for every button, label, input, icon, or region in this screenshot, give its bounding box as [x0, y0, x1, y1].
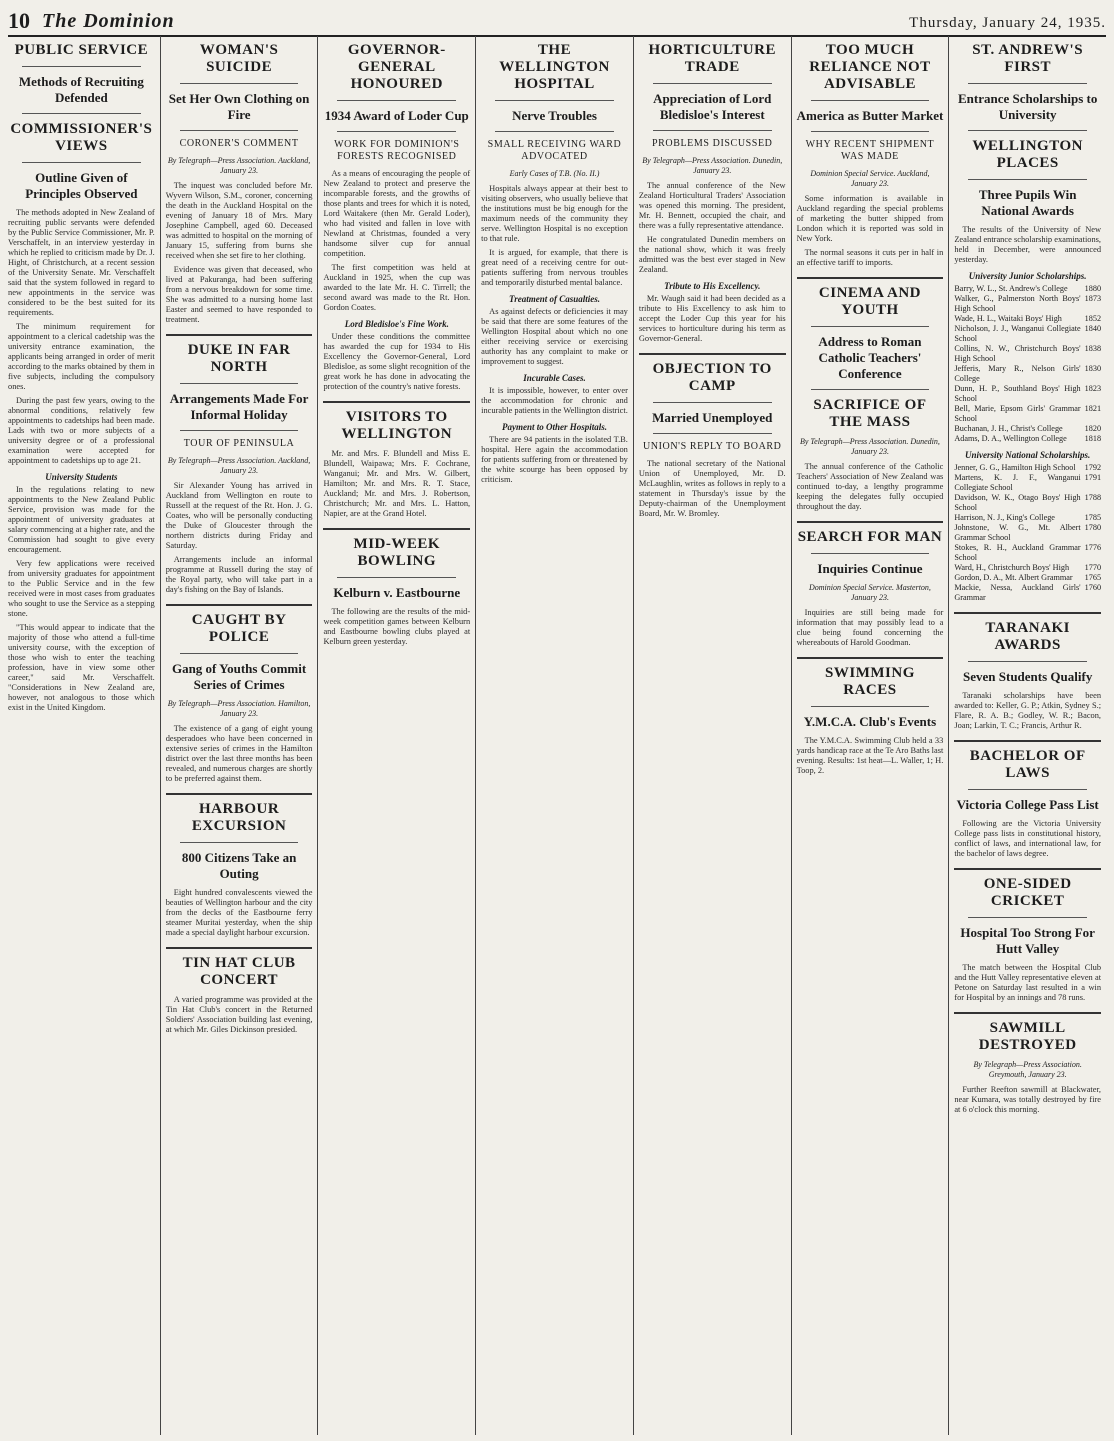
headline: DUKE IN FAR NORTH	[187, 342, 291, 375]
article	[954, 620, 1101, 731]
headline: THE WELLINGTON HOSPITAL	[499, 42, 610, 92]
heading-rule	[811, 706, 930, 707]
headline: TIN HAT CLUB CONCERT	[182, 955, 296, 988]
results-row	[954, 324, 1101, 344]
headline: WORK FOR DOMINION'S FORESTS RECOGNISED	[334, 139, 460, 162]
result-marks: 1823	[1084, 384, 1102, 393]
article-paragraph: The minimum requirement for appointment to a clerical cadetship was the university entrance examination, the applicants being arranged in order of merit according to the marks obtained by them in five subjects, including the compulsory ones.	[8, 322, 155, 391]
heading-rule	[811, 326, 930, 327]
headline: Three Pupils Win National Awards	[978, 187, 1077, 218]
result-marks: 1780	[1084, 523, 1102, 532]
heading-rule	[495, 100, 614, 101]
article-divider	[639, 353, 786, 355]
result-marks: 1760	[1084, 583, 1102, 592]
article-paragraph: Some information is available in Auckland regarding the special problems of marketing the butter shipped from London which it is reported was sold in New York.	[796, 194, 944, 243]
article-divider	[323, 401, 470, 403]
headline: Inquiries Continue	[817, 561, 923, 576]
byline: By Telegraph—Press Association. Auckland, January 23.	[167, 156, 311, 175]
article-body	[481, 184, 628, 288]
headline: TOO MUCH RELIANCE NOT ADVISABLE	[809, 42, 931, 92]
heading-rule	[337, 577, 456, 578]
results-row	[954, 364, 1101, 384]
article-divider	[954, 740, 1101, 742]
article	[323, 409, 470, 519]
results-row	[954, 573, 1101, 583]
article-body	[166, 481, 313, 595]
article-divider	[166, 793, 313, 795]
result-marks: 1838	[1084, 344, 1102, 353]
headline: SEARCH FOR MAN	[797, 529, 943, 545]
article-body	[8, 208, 155, 466]
headline: CINEMA AND YOUTH	[818, 285, 921, 318]
article-paragraph: It is argued, for example, that there is great need of a receiving centre for out-patients suffering from nervous troubles and temporarily disturbed mental balance.	[481, 248, 628, 287]
issue-date: Thursday, January 24, 1935.	[909, 15, 1106, 31]
heading-rule	[811, 100, 930, 101]
headline: 800 Citizens Take an Outing	[181, 850, 297, 881]
heading-rule	[337, 100, 456, 101]
result-name: Bell, Marie, Epsom Girls' Grammar School	[954, 404, 1081, 423]
result-marks: 1840	[1084, 324, 1102, 333]
column-c4	[475, 36, 633, 1435]
subheading: Payment to Other Hospitals.	[502, 422, 608, 432]
article	[797, 529, 944, 648]
article-body	[323, 607, 470, 647]
result-marks: 1873	[1084, 294, 1102, 303]
heading-rule	[811, 131, 930, 132]
headline: WOMAN'S SUICIDE	[199, 42, 279, 75]
article	[954, 1020, 1101, 1115]
headline: WELLINGTON PLACES	[972, 138, 1083, 171]
headline: BACHELOR OF LAWS	[969, 748, 1086, 781]
heading-rule	[968, 789, 1087, 790]
article	[323, 536, 470, 647]
result-name: Davidson, W. K., Otago Boys' High School	[954, 493, 1081, 512]
headline: TOUR OF PENINSULA	[183, 438, 295, 449]
heading-rule	[968, 83, 1087, 84]
headline: Victoria College Pass List	[956, 797, 1099, 812]
article-paragraph: The existence of a gang of eight young desperadoes who have been concerned in extensive series of crimes in the Hamilton district over the last three months has been revealed, and numerous charges are shortly to be preferred against them.	[165, 724, 313, 783]
article-paragraph: Under these conditions the committee has awarded the cup for 1934 to His Excellency the Governor-General, Lord Bledisloe, as some slight recognition of the great work he has done in advocating the protection of the country's native forests.	[323, 332, 471, 391]
heading-rule	[968, 130, 1087, 131]
heading-rule	[180, 430, 299, 431]
result-name: Mackie, Nessa, Auckland Girls' Grammar	[954, 583, 1081, 602]
heading-rule	[22, 162, 141, 163]
headline: Arrangements Made For Informal Holiday	[169, 391, 309, 422]
article-paragraph: The following are the results of the mid-week competition games between Kelburn and Eastbourne bowling clubs played at Kelburn green yesterday.	[323, 607, 471, 646]
headline: OBJECTION TO CAMP	[652, 361, 772, 394]
results-row	[954, 543, 1101, 563]
article-paragraph: During the past few years, owing to the abnormal conditions, relatively few appointments to cadetships had been made. Lads with two or more subjects of a university degree or of a professional examination were accepted for appointment to cadetships up to age 21.	[8, 396, 155, 465]
article-paragraph: Mr. Waugh said it had been decided as a tribute to His Excellency to ask him to accept the Loder Cup this year for his services to horticulture during his term as Governor-General.	[638, 294, 786, 343]
heading-rule	[653, 83, 772, 84]
article-paragraph: Taranaki scholarships have been awarded to: Keller, G. P.; Atkin, Sydney S.; Flare, R. A. B.; Godley, W. R.; Bacon, Joan; Larkin, T. C.; Francis, Arthur R.	[954, 691, 1102, 730]
article-paragraph: Further Reefton sawmill at Blackwater, near Kumara, was totally destroyed by fire at 6 o'clock this morning.	[954, 1085, 1102, 1114]
heading-rule	[180, 653, 299, 654]
subheading: University National Scholarships.	[965, 450, 1091, 460]
article	[166, 612, 313, 784]
headline: Married Unemployed	[652, 410, 773, 425]
result-marks: 1765	[1084, 573, 1102, 582]
article-divider	[797, 277, 944, 279]
article-paragraph: Eight hundred convalescents viewed the beauties of Wellington harbour and the city from the decks of the Eastbourne ferry steamer Muritai yesterday, when the ship made a special daylight harbour excursion.	[165, 888, 313, 937]
results-list	[954, 284, 1101, 444]
subheading: Incurable Cases.	[523, 373, 586, 383]
article-body	[481, 386, 628, 416]
article-body	[639, 459, 786, 519]
headline: Nerve Troubles	[512, 108, 597, 123]
headline: 1934 Award of Loder Cup	[324, 108, 469, 123]
article-body	[954, 691, 1101, 731]
article	[797, 665, 944, 776]
headline: SACRIFICE OF THE MASS	[813, 397, 927, 430]
heading-rule	[968, 661, 1087, 662]
article	[954, 876, 1101, 1003]
article-paragraph: As against defects or deficiencies it may be said that there are some features of the Wellington Hospital about which no one either receiving service or exercising authority has any complaint to make or improvement to suggest.	[481, 307, 628, 366]
headline: WHY RECENT SHIPMENT WAS MADE	[805, 139, 935, 162]
article-paragraph: Inquiries are still being made for information that may possibly lead to a clue being found concerning the whereabouts of Harold Goodman.	[796, 608, 944, 647]
result-name: Gordon, D. A., Mt. Albert Grammar	[954, 573, 1073, 582]
headline: CORONER'S COMMENT	[179, 138, 299, 149]
article-body	[954, 1085, 1101, 1115]
result-name: Wade, H. L., Waitaki Boys' High	[954, 314, 1062, 323]
article-body	[481, 307, 628, 367]
article-paragraph: As a means of encouraging the people of New Zealand to protect and preserve the incomparable forests, and the growths of those plants and trees for which it is noted, Lord Waitakere (then Mr. Gerald Loder), who had visited and fallen in love with Newland at Christmas, founded a very handsome silver cup for annual competition.	[323, 169, 471, 258]
headline: Entrance Scholarships to University	[957, 91, 1098, 122]
article	[166, 955, 313, 1035]
results-row	[954, 513, 1101, 523]
headline: Kelburn v. Eastbourne	[333, 585, 461, 600]
result-marks: 1830	[1084, 364, 1102, 373]
result-marks: 1785	[1084, 513, 1102, 522]
byline: By Telegraph—Press Association. Auckland, January 23.	[167, 456, 311, 475]
article-body	[481, 435, 628, 485]
headline: ONE-SIDED CRICKET	[983, 876, 1072, 909]
byline: Early Cases of T.B. (No. II.)	[509, 169, 600, 178]
heading-rule	[22, 66, 141, 67]
byline: Dominion Special Service. Auckland, January 23.	[810, 169, 930, 188]
headline: Set Her Own Clothing on Fire	[168, 91, 310, 122]
article-paragraph: "This would appear to indicate that the majority of those who attend a full-time university course, with the exception of those who wish to enter the teaching profession, have in view some other career," said Mr. Verschaffelt. "Considerations in New Zealand are, however, not analogous to those which exist in the United Kingdom.	[8, 623, 155, 712]
result-name: Harrison, N. J., King's College	[954, 513, 1055, 522]
results-row	[954, 493, 1101, 513]
heading-rule	[22, 113, 141, 114]
result-marks: 1880	[1084, 284, 1102, 293]
article-paragraph: Evidence was given that deceased, who lived at Pakuranga, had been suffering from a nervous breakdown for some time. She was admitted to a nursing home last Easter and seemed to have responded to treatment.	[165, 265, 313, 324]
result-name: Adams, D. A., Wellington College	[954, 434, 1067, 443]
article-paragraph: The annual conference of the New Zealand Horticultural Traders' Association was opened this morning. The president, Mr. H. Bennett, occupied the chair, and there was a fully representative attendance.	[638, 181, 786, 230]
columns	[8, 36, 1106, 1435]
heading-rule	[495, 131, 614, 132]
headline: GOVERNOR-GENERAL HONOURED	[347, 42, 446, 92]
subheading: Tribute to His Excellency.	[664, 281, 761, 291]
result-marks: 1791	[1084, 473, 1102, 482]
byline: By Telegraph—Press Association. Hamilton, January 23.	[167, 699, 311, 718]
article-divider	[954, 1012, 1101, 1014]
result-name: Stokes, R. H., Auckland Grammar School	[954, 543, 1081, 562]
article-divider	[166, 604, 313, 606]
result-name: Nicholson, J. J., Wanganui Collegiate School	[954, 324, 1081, 343]
headline: Outline Given of Principles Observed	[25, 170, 138, 201]
headline: America as Butter Market	[796, 108, 944, 123]
byline: Dominion Special Service. Masterton, January 23.	[808, 583, 931, 602]
result-name: Dunn, H. P., Southland Boys' High School	[954, 384, 1081, 403]
column-c1	[8, 36, 160, 1435]
byline: By Telegraph—Press Association. Greymouth, January 23.	[973, 1060, 1082, 1079]
article-paragraph: Sir Alexander Young has arrived in Auckland from Wellington en route to Russell at the request of the Rt. Hon. J. G. Coates, who will be personally conducting the Duke of Gloucester through the northern districts during Friday and Saturday.	[165, 481, 313, 550]
headline: Appreciation of Lord Bledisloe's Interest	[653, 91, 772, 122]
article-body	[166, 888, 313, 938]
results-row	[954, 404, 1101, 424]
column-c5	[633, 36, 791, 1435]
results-row	[954, 463, 1101, 473]
article-body	[323, 169, 470, 313]
column-c6	[791, 36, 949, 1435]
article	[166, 801, 313, 938]
headline: TARANAKI AWARDS	[985, 620, 1070, 653]
result-marks: 1821	[1084, 404, 1102, 413]
article-paragraph: The national secretary of the National Union of Unemployed, Mr. D. McLaughlin, writes as follows in reply to a statement in Thursday's issue by the Deputy-chairman of the Unemployment Board, Mr. W. Bromley.	[638, 459, 786, 518]
article-paragraph: The methods adopted in New Zealand of recruiting public servants were defended by the Public Service Commissioner, Mr. P. Verschaffelt, in an interview yesterday in which he replied to criticism made by Dr. J. Hight, of Christchurch, at a recent session of the University Senate. Mr. Verschaffelt said that the system followed in regard to new appointments in the service was considered to be the best suited for its requirements.	[8, 208, 155, 317]
article-paragraph: The annual conference of the Catholic Teachers' Association of New Zealand was continued to-day, a lengthy programme keeping the delegates fully occupied throughout the day.	[796, 462, 944, 511]
article	[797, 42, 944, 268]
heading-rule	[968, 179, 1087, 180]
article	[323, 42, 470, 392]
headline: SWIMMING RACES	[825, 665, 915, 698]
headline: ST. ANDREW'S FIRST	[972, 42, 1084, 75]
results-row	[954, 473, 1101, 493]
results-row	[954, 434, 1101, 444]
article-paragraph: Hospitals always appear at their best to visiting observers, who usually believe that the institutions must be big enough for the maximum needs of the community they serve. Wellington Hospital is no exception to that rule.	[481, 184, 628, 243]
results-row	[954, 384, 1101, 404]
results-row	[954, 314, 1101, 324]
article-paragraph: Following are the Victoria University College pass lists in constitutional history, conflict of laws, and international law, for the bachelor of laws degree.	[954, 819, 1102, 858]
results-list	[954, 463, 1101, 603]
result-name: Jenner, G. G., Hamilton High School	[954, 463, 1076, 472]
article-divider	[797, 521, 944, 523]
byline: By Telegraph—Press Association. Dunedin, January 23.	[642, 156, 783, 175]
result-name: Johnstone, W. G., Mt. Albert Grammar School	[954, 523, 1081, 542]
article-paragraph: The inquest was concluded before Mr. Wyvern Wilson, S.M., coroner, concerning the death in the Auckland Hospital on the evening of January 18 of Mrs. Mary Josephine Campbell, aged 60. Deceased was admitted to hospital on the morning of January 15, suffering from burns she received when she set fire to her clothing.	[165, 181, 313, 260]
result-name: Ward, H., Christchurch Boys' High	[954, 563, 1070, 572]
byline: By Telegraph—Press Association. Dunedin, January 23.	[799, 437, 940, 456]
column-c7	[948, 36, 1106, 1435]
headline: HARBOUR EXCURSION	[191, 801, 287, 834]
article-body	[8, 485, 155, 713]
headline: Y.M.C.A. Club's Events	[803, 714, 937, 729]
article-divider	[954, 612, 1101, 614]
heading-rule	[811, 553, 930, 554]
subheading: Lord Bledisloe's Fine Work.	[344, 319, 449, 329]
article	[8, 42, 155, 713]
article-body	[797, 462, 944, 512]
headline: Address to Roman Catholic Teachers' Conference	[818, 334, 922, 381]
results-row	[954, 424, 1101, 434]
results-row	[954, 294, 1101, 314]
article	[954, 748, 1101, 859]
article-body	[166, 995, 313, 1035]
article-body	[323, 332, 470, 392]
results-row	[954, 583, 1101, 603]
result-name: Buchanan, J. H., Christ's College	[954, 424, 1063, 433]
result-marks: 1820	[1084, 424, 1102, 433]
headline: Methods of Recruiting Defended	[18, 74, 144, 105]
result-name: Walker, G., Palmerston North Boys' High School	[954, 294, 1081, 313]
subheading: University Students	[45, 472, 118, 482]
heading-rule	[337, 131, 456, 132]
article-paragraph: The normal seasons it cuts per in half in an effective tariff to imports.	[796, 248, 944, 267]
result-marks: 1776	[1084, 543, 1102, 552]
article-paragraph: In the regulations relating to new appointments to the New Zealand Public Service, provision was made for the appointment of university graduates at salary commencing at a higher rate, and the Commission had sought to give every encouragement.	[8, 485, 155, 554]
result-marks: 1770	[1084, 563, 1102, 572]
results-row	[954, 523, 1101, 543]
headline: PROBLEMS DISCUSSED	[651, 138, 773, 149]
result-marks: 1792	[1084, 463, 1102, 472]
headline: HORTICULTURE TRADE	[648, 42, 776, 75]
headline: Hospital Too Strong For Hutt Valley	[960, 925, 1095, 956]
article-paragraph: He congratulated Dunedin members on the national show, which it was freely admitted was the best ever staged in New Zealand.	[638, 235, 786, 274]
headline: MID-WEEK BOWLING	[353, 536, 441, 569]
article	[639, 361, 786, 519]
results-row	[954, 284, 1101, 294]
article-paragraph: Mr. and Mrs. F. Blundell and Miss E. Blundell, Waipawa; Mrs. F. Cochrane, Wanganui; Mr. and Mrs. W. Gilbert, Hamilton; Mr. and Mrs. R. T. Stace, Auckland; Mr. and Mrs. J. Robertson, Christchurch; Mr. and Mrs. L. Hatton, Napier, are at the Grand Hotel.	[323, 449, 471, 518]
article-body	[797, 736, 944, 776]
article-paragraph: The match between the Hospital Club and the Hutt Valley representative eleven at Petone on Saturday last resulted in a win for Hospital by an innings and 78 runs.	[954, 963, 1102, 1002]
article	[481, 42, 628, 485]
heading-rule	[968, 917, 1087, 918]
article-paragraph: A varied programme was provided at the Tin Hat Club's concert in the Returned Soldiers' Association building last evening, at which Mr. Giles Dickinson presided.	[165, 995, 313, 1034]
subheading: University Junior Scholarships.	[968, 271, 1087, 281]
results-row	[954, 563, 1101, 573]
heading-rule	[653, 130, 772, 131]
headline: COMMISSIONER'S VIEWS	[10, 121, 153, 154]
article-body	[639, 181, 786, 275]
headline: SAWMILL DESTROYED	[978, 1020, 1077, 1053]
heading-rule	[180, 383, 299, 384]
article-body	[639, 294, 786, 344]
result-name: Barry, W. L., St. Andrew's College	[954, 284, 1068, 293]
article-body	[166, 181, 313, 325]
article-paragraph: The results of the University of New Zealand entrance scholarship examinations, held in December, were announced yesterday.	[954, 225, 1102, 264]
paper-title: The Dominion	[42, 10, 175, 32]
article-paragraph: Very few applications were received from university graduates for appointment to the Public Service and in the few received were in most cases from graduates who sought to use the Service as a stepping stone.	[8, 559, 155, 618]
masthead	[8, 6, 1106, 37]
article	[166, 342, 313, 595]
article-divider	[323, 528, 470, 530]
page-number: 10	[8, 8, 30, 33]
article-body	[323, 449, 470, 519]
article-body	[954, 963, 1101, 1003]
article-body	[797, 194, 944, 268]
article	[166, 42, 313, 325]
article-divider	[954, 868, 1101, 870]
headline: PUBLIC SERVICE	[14, 42, 149, 58]
headline: VISITORS TO WELLINGTON	[341, 409, 453, 442]
article	[639, 42, 786, 344]
article-body	[166, 724, 313, 784]
article	[954, 42, 1101, 603]
headline: Gang of Youths Commit Series of Crimes	[171, 661, 307, 692]
article-body	[954, 819, 1101, 859]
heading-rule	[653, 402, 772, 403]
heading-rule	[811, 389, 930, 390]
heading-rule	[180, 842, 299, 843]
column-c3	[317, 36, 475, 1435]
result-name: Jefferis, Mary R., Nelson Girls' College	[954, 364, 1081, 383]
column-c2	[160, 36, 318, 1435]
headline: CAUGHT BY POLICE	[191, 612, 287, 645]
results-row	[954, 344, 1101, 364]
article-paragraph: The first competition was held at Auckland in 1925, when the cup was awarded to the late Mr. H. C. Tirrell; the second award was made to the Rt. Hon. Gordon Coates.	[323, 263, 471, 312]
article-divider	[166, 947, 313, 949]
result-marks: 1852	[1084, 314, 1102, 323]
article-body	[797, 608, 944, 648]
article-divider	[797, 657, 944, 659]
heading-rule	[653, 433, 772, 434]
heading-rule	[180, 130, 299, 131]
article-paragraph: Arrangements include an informal programme at Russell during the stay of the Royal party, who will take part in a day's fishing on the Bay of Islands.	[165, 555, 313, 594]
article-paragraph: It is impossible, however, to enter over the accommodation for chronic and incurable patients in the Wellington district.	[481, 386, 628, 415]
result-name: Martens, K. J. F., Wanganui Collegiate School	[954, 473, 1081, 492]
article-paragraph: There are 94 patients in the isolated T.B. hospital. Here again the accommodation for patients suffering from or threatened by the white scourge has been opposed by criticism.	[481, 435, 628, 484]
article-body	[954, 225, 1101, 265]
article-divider	[166, 334, 313, 336]
article	[797, 285, 944, 512]
subheading: Treatment of Casualties.	[509, 294, 600, 304]
headline: Seven Students Qualify	[963, 669, 1093, 684]
headline: UNION'S REPLY TO BOARD	[642, 441, 782, 452]
heading-rule	[180, 83, 299, 84]
article-paragraph: The Y.M.C.A. Swimming Club held a 33 yards handicap race at the Te Aro Baths last evening. Results: 1st heat—L. Waller, 1; H. Toop, 2.	[796, 736, 944, 775]
result-marks: 1818	[1084, 434, 1102, 443]
result-marks: 1788	[1084, 493, 1102, 502]
headline: SMALL RECEIVING WARD ADVOCATED	[487, 139, 622, 162]
result-name: Collins, N. W., Christchurch Boys' High School	[954, 344, 1081, 363]
